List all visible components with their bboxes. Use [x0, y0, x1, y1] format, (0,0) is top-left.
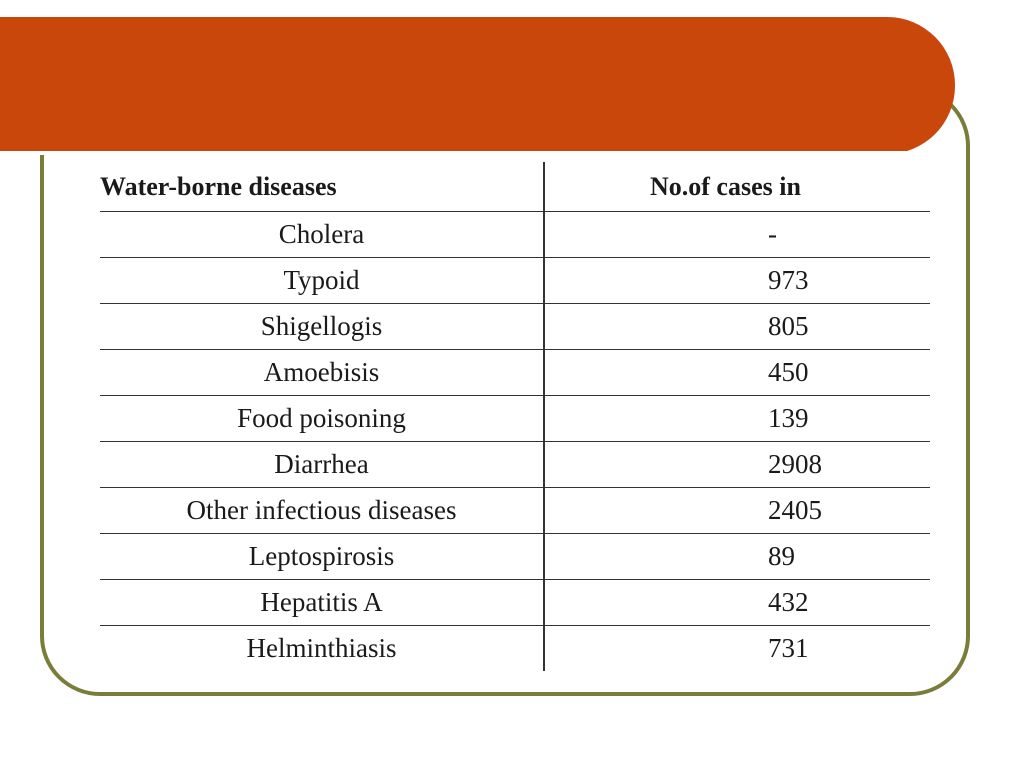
disease-cell: Amoebisis — [100, 350, 544, 396]
banner-divider-line — [0, 151, 906, 155]
cases-cell: 2405 — [544, 488, 930, 534]
cases-cell: - — [544, 212, 930, 258]
cases-cell: 89 — [544, 534, 930, 580]
table-image — [100, 162, 870, 666]
disease-cell: Other infectious diseases — [100, 488, 544, 534]
disease-cell: Cholera — [100, 212, 544, 258]
cases-cell: 450 — [544, 350, 930, 396]
cases-cell: 2908 — [544, 442, 930, 488]
table-row — [100, 442, 930, 488]
table-header-row — [100, 162, 930, 212]
table-row — [100, 258, 930, 304]
table-row — [100, 350, 930, 396]
diseases-table — [100, 162, 930, 671]
disease-cell: Diarrhea — [100, 442, 544, 488]
table-row — [100, 580, 930, 626]
table-row — [100, 396, 930, 442]
disease-cell: Helminthiasis — [100, 626, 544, 672]
header-cases — [544, 162, 930, 212]
disease-cell: Leptospirosis — [100, 534, 544, 580]
table-row — [100, 212, 930, 258]
cases-cell: 731 — [768, 633, 809, 663]
disease-cell: Typoid — [100, 258, 544, 304]
table-row — [100, 488, 930, 534]
cases-cell: 139 — [544, 396, 930, 442]
header-cases-label: No.of cases in — [650, 172, 801, 201]
cases-cell: 432 — [544, 580, 930, 626]
table-row — [100, 626, 930, 672]
disease-cell: Hepatitis A — [100, 580, 544, 626]
disease-cell: Shigellogis — [100, 304, 544, 350]
table-row — [100, 304, 930, 350]
cases-cell: 973 — [544, 258, 930, 304]
disease-cell: Food poisoning — [100, 396, 544, 442]
header-disease — [100, 162, 544, 212]
table-row — [100, 534, 930, 580]
title-banner — [0, 17, 955, 154]
cases-cell: 805 — [544, 304, 930, 350]
header-disease-label: Water-borne diseases — [100, 172, 337, 201]
